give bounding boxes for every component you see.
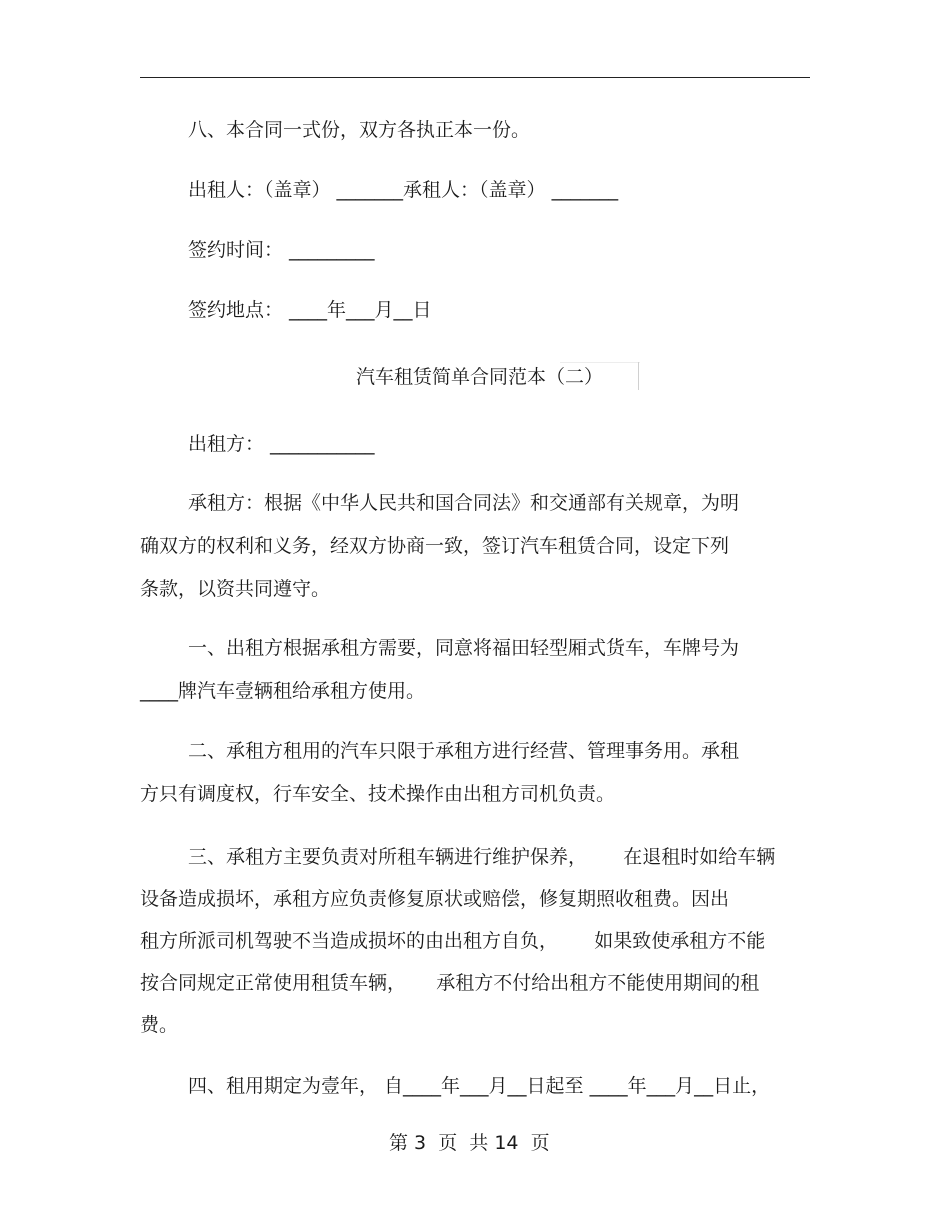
- lessee-paragraph-line-3: 条款，以资共同遵守。: [140, 578, 331, 600]
- clause-3-line-5: 费。: [140, 1014, 179, 1036]
- header-rule: [140, 77, 810, 78]
- clause-8: 八、本合同一式份，双方各执正本一份。: [188, 119, 531, 141]
- clause-2-line-1: 二、承租方租用的汽车只限于承租方进行经营、管理事务用。承租: [188, 740, 740, 762]
- lessor-line: 出租方： ___________: [188, 433, 375, 455]
- title-frame-top: [560, 362, 640, 363]
- page-number: 第 3 页 共 14 页: [389, 1132, 550, 1154]
- clause-2-line-2: 方只有调度权，行车安全、技术操作由出租方司机负责。: [140, 783, 616, 805]
- clause-1-line-1: 一、出租方根据承租方需要，同意将福田轻型厢式货车，车牌号为: [188, 637, 740, 659]
- signature-parties-line: 出租人：（盖章） _______承租人：（盖章） _______: [188, 179, 619, 201]
- signing-place-line: 签约地点： ____年___月__日: [188, 299, 432, 321]
- clause-3-line-4: 按合同规定正常使用租赁车辆， 承租方不付给出租方不能使用期间的租: [140, 972, 760, 994]
- clause-1-line-2: ____牌汽车壹辆租给承租方使用。: [140, 680, 426, 702]
- section-title: 汽车租赁简单合同范本（二）: [356, 366, 604, 388]
- lessee-paragraph-line-2: 确双方的权利和义务，经双方协商一致，签订汽车租赁合同，设定下列: [140, 535, 730, 557]
- clause-3-line-2: 设备造成损坏，承租方应负责修复原状或赔偿，修复期照收租费。因出: [140, 888, 730, 910]
- clause-4-line-1: 四、租用期定为壹年， 自____年___月__日起至 ____年___月__日止，: [188, 1075, 771, 1097]
- clause-3-line-3: 租方所派司机驾驶不当造成损坏的由出租方自负， 如果致使承租方不能: [140, 930, 766, 952]
- clause-3-line-1: 三、承租方主要负责对所租车辆进行维护保养， 在退租时如给车辆: [188, 846, 776, 868]
- title-frame-right: [638, 362, 639, 390]
- lessee-paragraph-line-1: 承租方：根据《中华人民共和国合同法》和交通部有关规章，为明: [188, 492, 740, 514]
- signing-time-line: 签约时间： _________: [188, 239, 375, 261]
